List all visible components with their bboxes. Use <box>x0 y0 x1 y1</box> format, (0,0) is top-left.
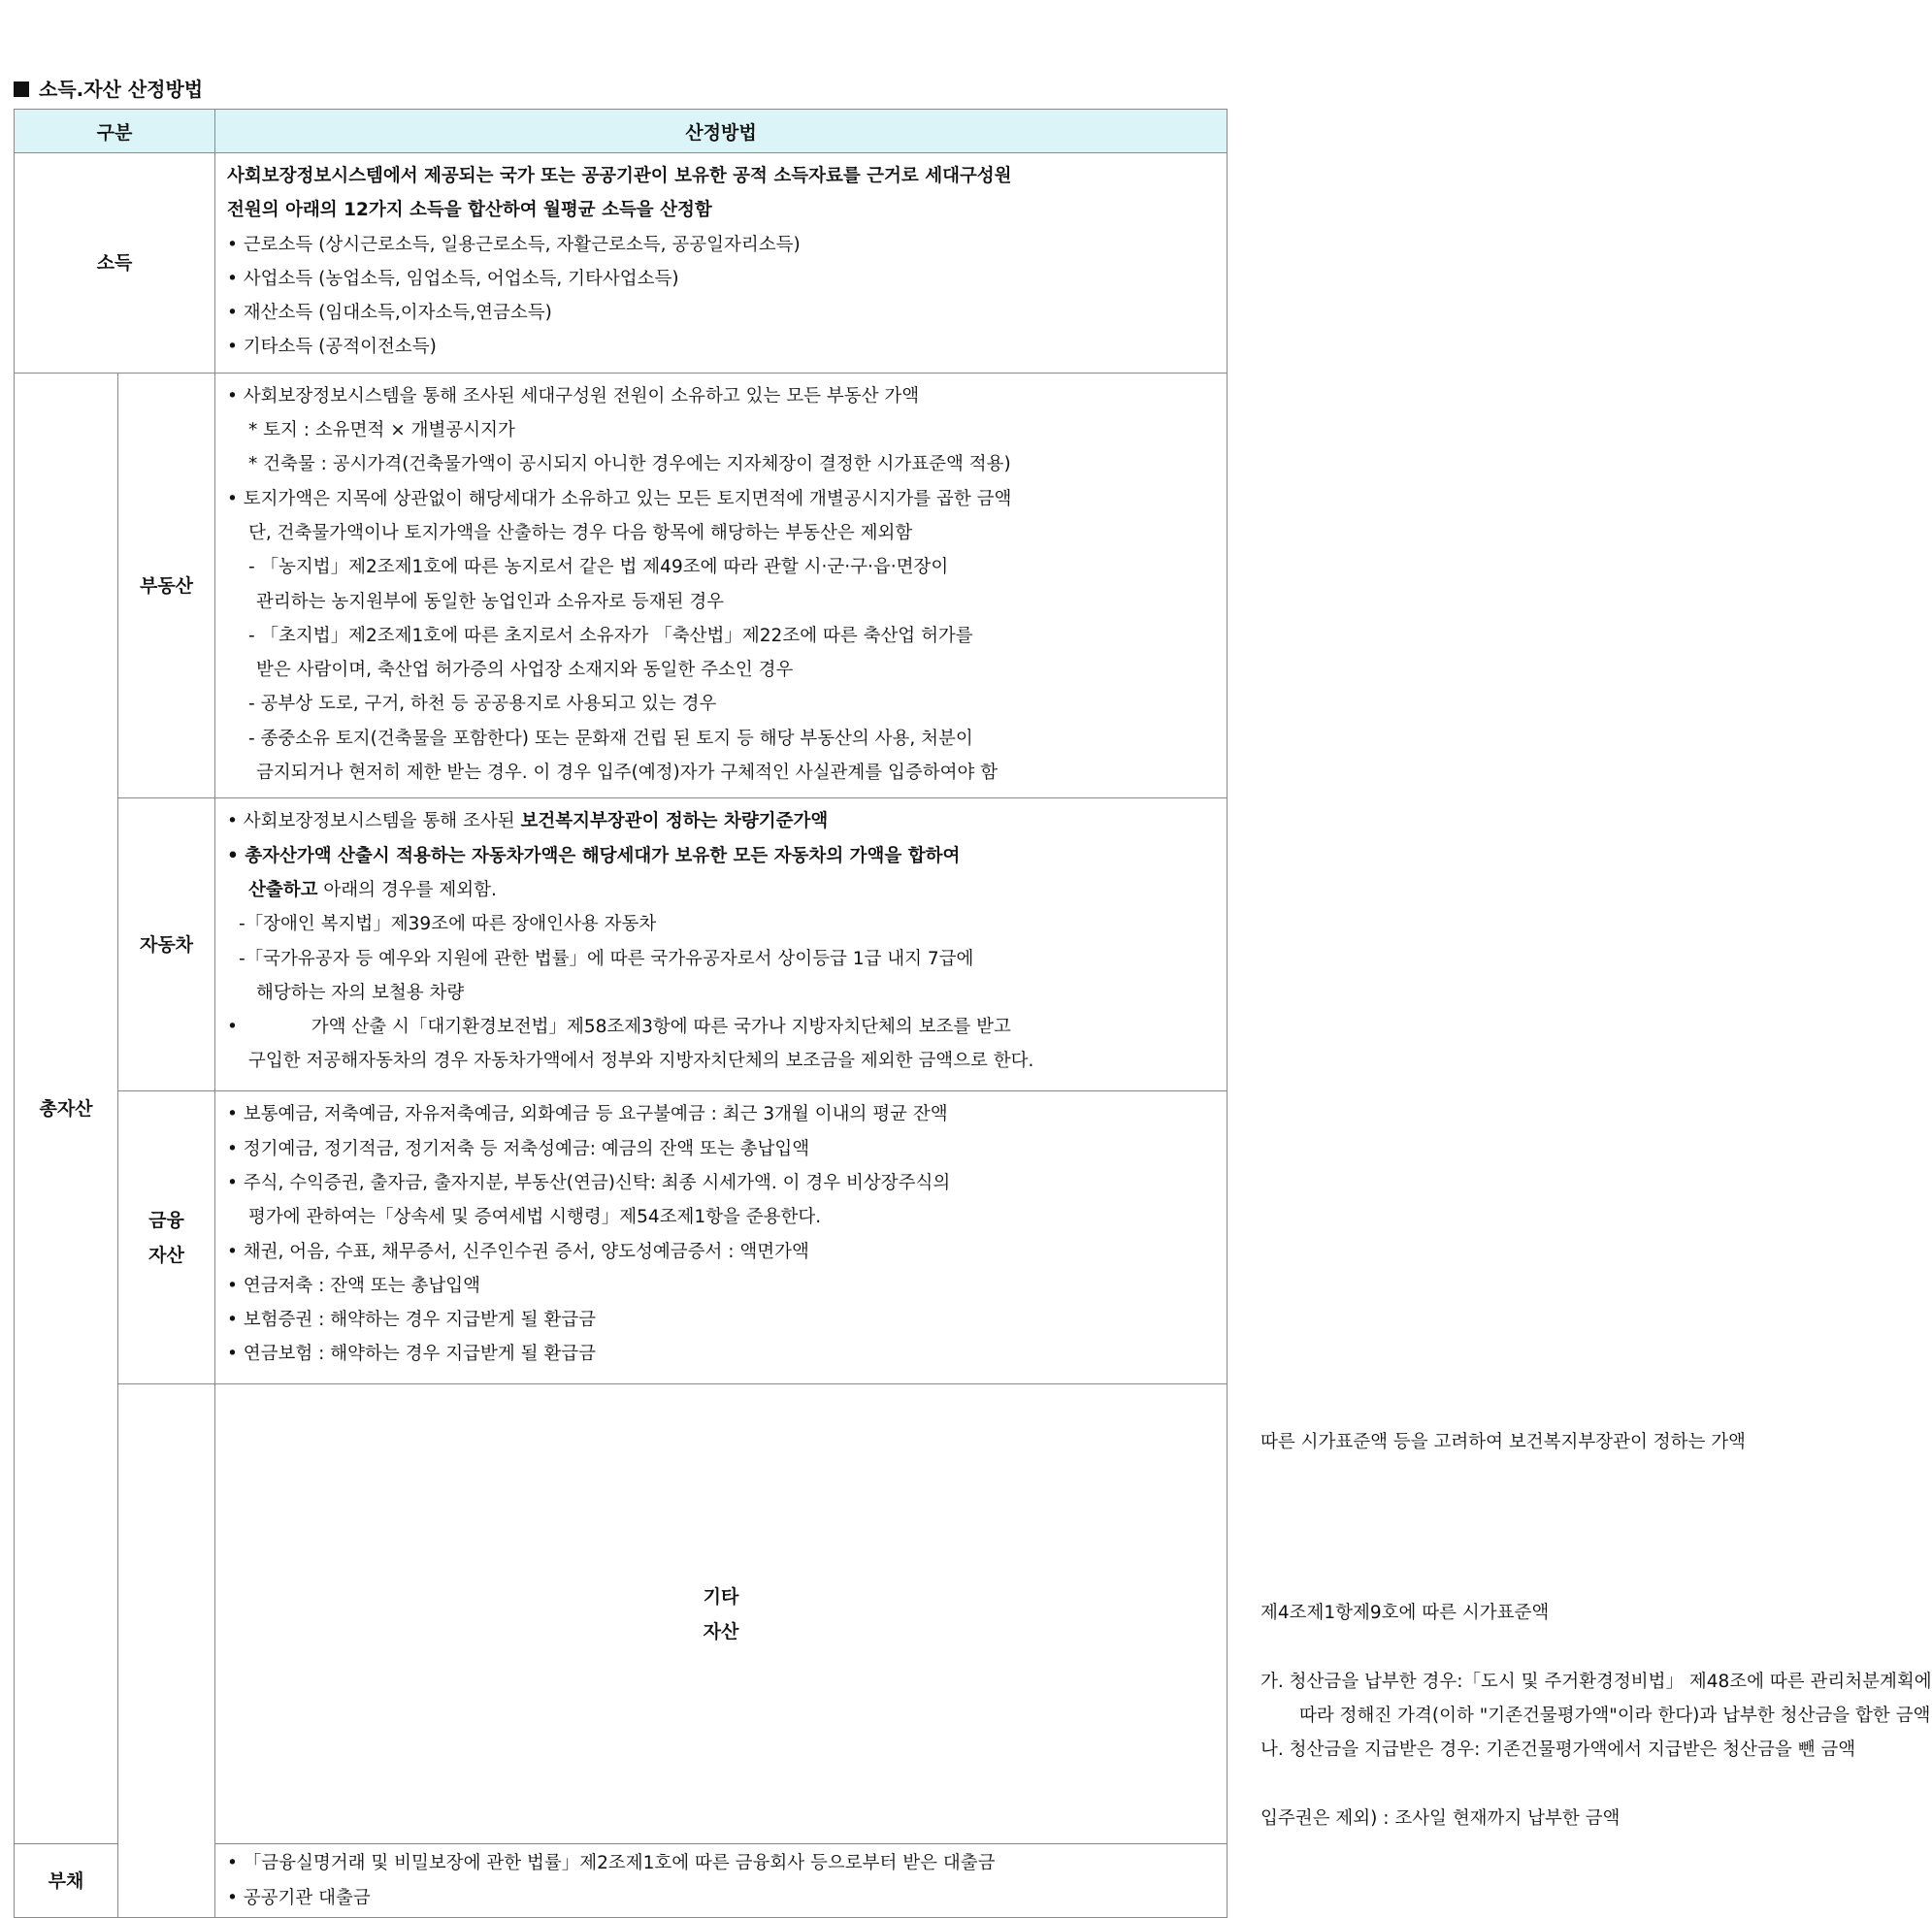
list-item: • 총자산가액 산출시 적용하는 자동차가액은 해당세대가 보유한 모든 자동차의 가액을 합하여 <box>227 839 1215 873</box>
list-item: • 사회보장정보시스템을 통해 조사된 보건복지부장관이 정하는 차량기준가액 <box>227 804 1215 838</box>
list-item: 해당하는 자의 보철용 차량 <box>256 982 465 1003</box>
list-item: 금지되거나 현저히 제한 받는 경우. 이 경우 입주(예정)자가 구체적인 사실관계를 입증하여야 함 <box>256 763 999 784</box>
list-item: 관리하는 농지원부에 동일한 농업인과 소유자로 등재된 경우 <box>256 591 725 612</box>
realestate-label: 부동산 <box>118 373 215 798</box>
other-assets-label: 기타 자산 <box>215 1384 1228 1844</box>
list-item: 입주권은 제외) : 조사일 현재까지 납부한 금액 <box>1261 1807 1621 1829</box>
list-item: - 「농지법」제2조제1호에 따른 농지로서 같은 법 제49조에 따라 관할 시·군·구·읍·면장이 <box>248 557 949 578</box>
list-item: -「장애인 복지법」제39조에 따른 장애인사용 자동차 <box>239 914 657 935</box>
list-item: • 재산소득 (임대소득,이자소득,연금소득) <box>227 296 1215 330</box>
list-item: • 주식, 수익증권, 출자금, 출자지분, 부동산(연금)신탁: 최종 시세가액. 이 경우 비상장주식의 <box>227 1166 1215 1200</box>
total-assets-label: 총자산 <box>15 373 118 1844</box>
car-content <box>215 798 1228 1091</box>
list-item: - 「초지법」제2조제1호에 따른 초지로서 소유자가 「축산법」제22조에 따른 축산업 허가를 <box>248 625 973 646</box>
financial-row <box>15 1091 1228 1384</box>
square-bullet-icon <box>14 81 29 97</box>
realestate-content <box>215 373 1228 798</box>
realestate-row <box>15 373 1228 798</box>
list-item: - 종중소유 토지(건축물을 포함한다) 또는 문화재 건립 된 토지 등 해당 부동산의 사용, 처분이 <box>248 728 973 749</box>
debt-content <box>215 1844 1228 1918</box>
empty-cell <box>118 1384 215 1918</box>
list-item: 제4조제1항제9호에 따른 시가표준액 <box>1261 1603 1550 1624</box>
list-item: • 가액 산출 시「대기환경보전법」제58조제3항에 따른 국가나 지방자치단체의 보조를 받고 <box>227 1017 1011 1038</box>
header-method: 산정방법 <box>215 110 1228 153</box>
list-item: 나. 청산금을 지급받은 경우: 기존건물평가액에서 지급받은 청산금을 뺀 금액 <box>1261 1739 1856 1761</box>
header-category: 구분 <box>15 110 215 153</box>
list-item: - 공부상 도로, 구거, 하천 등 공공용지로 사용되고 있는 경우 <box>248 694 717 715</box>
calculation-table <box>14 109 1932 1918</box>
list-item: 가. 청산금을 납부한 경우:「도시 및 주거환경정비법」 제48조에 따른 관리처분계획에 <box>1261 1671 1932 1692</box>
list-item: • 토지가액은 지목에 상관없이 해당세대가 소유하고 있는 모든 토지면적에 개별공시지가를 곱한 금액 <box>227 482 1215 516</box>
list-item: • 기타소득 (공적이전소득) <box>227 330 1215 364</box>
list-item: * 토지 : 소유면적 × 개별공시지가 <box>248 420 515 441</box>
section-title: 소득.자산 산정방법 <box>14 78 203 101</box>
income-label: 소득 <box>15 153 215 374</box>
income-intro: 전원의 아래의 12가지 소득을 합산하여 월평균 소득을 산정함 <box>227 200 712 221</box>
list-item: • 보통예금, 저축예금, 자유저축예금, 외화예금 등 요구불예금 : 최근 3개월 이내의 평균 잔액 <box>227 1097 1215 1131</box>
table-header-row <box>15 110 1228 153</box>
list-item: • 정기예금, 정기적금, 정기저축 등 저축성예금: 예금의 잔액 또는 총납입액 <box>227 1132 1215 1166</box>
income-row <box>15 153 1228 374</box>
list-item: • 채권, 어음, 수표, 채무증서, 신주인수권 증서, 양도성예금증서 : 액면가액 <box>227 1235 1215 1269</box>
list-item: 산출하고 아래의 경우를 제외함. <box>248 879 497 900</box>
list-item: 따른 시가표준액 등을 고려하여 보건복지부장관이 정하는 가액 <box>1261 1431 1746 1452</box>
list-item: 단, 건축물가액이나 토지가액을 산출하는 경우 다음 항목에 해당하는 부동산은 제외함 <box>248 522 913 543</box>
financial-content <box>215 1091 1228 1384</box>
list-item: • 사업소득 (농업소득, 임업소득, 어업소득, 기타사업소득) <box>227 262 1215 296</box>
list-item: • 근로소득 (상시근로소득, 일용근로소득, 자활근로소득, 공공일자리소득) <box>227 228 1215 262</box>
car-label: 자동차 <box>118 798 215 1091</box>
income-content <box>215 153 1228 374</box>
debt-label: 부채 <box>15 1844 118 1918</box>
car-row <box>15 798 1228 1091</box>
financial-label: 금융 자산 <box>118 1091 215 1384</box>
income-intro: 사회보장정보시스템에서 제공되는 국가 또는 공공기관이 보유한 공적 소득자료를 근거로 세대구성원 <box>227 166 1012 186</box>
list-item: • 「금융실명거래 및 비밀보장에 관한 법률」제2조제1호에 따른 금융회사 등으로부터 받은 대출금 <box>227 1846 1215 1880</box>
list-item: 따라 정해진 가격(이하 "기존건물평가액"이라 한다)과 납부한 청산금을 합한 금액 <box>1299 1706 1931 1727</box>
list-item: • 연금저축 : 잔액 또는 총납입액 <box>227 1269 1215 1303</box>
list-item: • 보험증권 : 해약하는 경우 지급받게 될 환급금 <box>227 1303 1215 1337</box>
list-item: • 연금보험 : 해약하는 경우 지급받게 될 환급금 <box>227 1337 1215 1371</box>
list-item: • 공공기관 대출금 <box>227 1881 1215 1915</box>
list-item: 구입한 저공해자동차의 경우 자동차가액에서 정부와 지방자치단체의 보조금을 제외한 금액으로 한다. <box>248 1051 1034 1072</box>
list-item: • 사회보장정보시스템을 통해 조사된 세대구성원 전원이 소유하고 있는 모든 부동산 가액 <box>227 379 1215 413</box>
list-item: 받은 사람이며, 축산업 허가증의 사업장 소재지와 동일한 주소인 경우 <box>256 660 794 681</box>
list-item: * 건축물 : 공시가격(건축물가액이 공시되지 아니한 경우에는 지자체장이 결정한 시가표준액 적용) <box>248 454 1011 475</box>
list-item: 평가에 관하여는「상속세 및 증여세법 시행령」제54조제1항을 준용한다. <box>248 1207 822 1228</box>
other-assets-row <box>15 1384 1228 1844</box>
list-item: -「국가유공자 등 예우와 지원에 관한 법률」에 따른 국가유공자로서 상이등급 1급 내지 7급에 <box>239 948 974 969</box>
